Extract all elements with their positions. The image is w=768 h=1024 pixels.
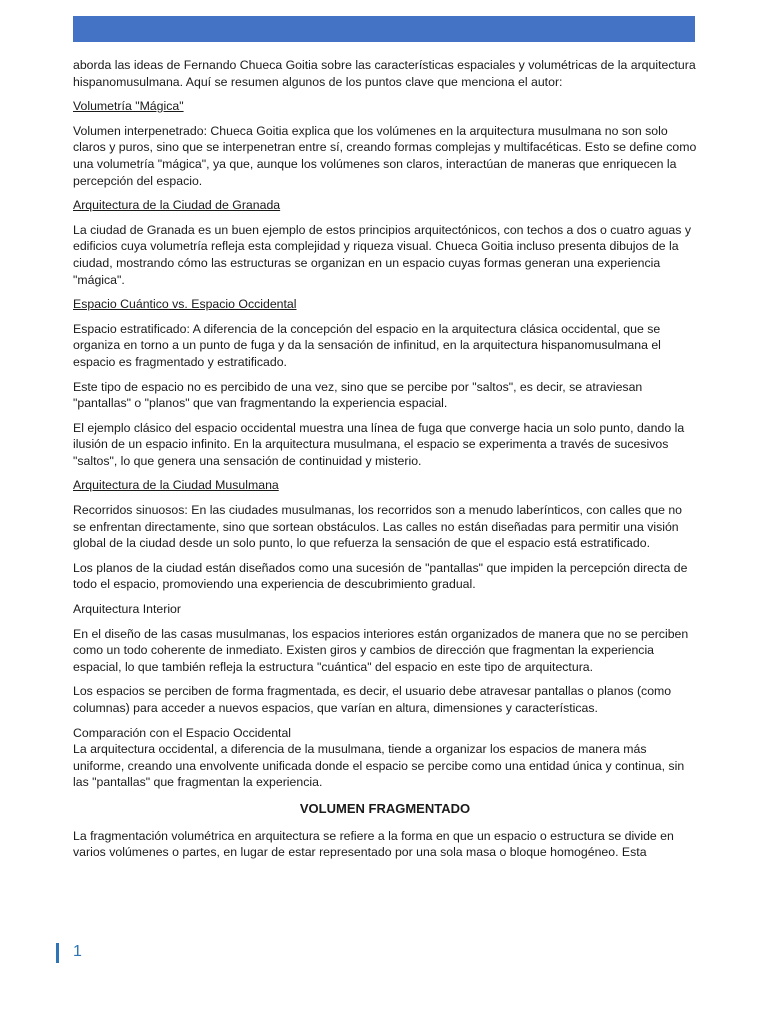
paragraph-espacios-fragmentados: Los espacios se perciben de forma fragmentada, es decir, el usuario debe atravesar pantallas o planos (como columnas) para acceder a nuevos espacios, que varían en altura, dimensiones y características. xyxy=(73,684,672,715)
paragraph-casas: En el diseño de las casas musulmanas, los espacios interiores están organizados de manera que no se perciben como un todo coherente de inmediato. Existen giros y cambios de dirección que fragmentan la experiencia espacial, lo que también refleja la estructura "cuántica" del espacio en este tipo de arquitectura. xyxy=(73,626,689,674)
paragraph-fragmentacion: La fragmentación volumétrica en arquitectura se refiere a la forma en que un espacio o estructura se divide en varios volúmenes o partes, en lugar de estar representado por una sola masa o bloque homogéneo. Esta xyxy=(73,828,674,860)
title-volumen-fragmentado: VOLUMEN FRAGMENTADO xyxy=(299,800,471,816)
intro-paragraph: aborda las ideas de Fernando Chueca Goitia sobre las características espaciales y volumétricas de la arquitectura hispanomusulmana. Aquí se resumen algunos de los puntos clave que menciona el autor: xyxy=(73,58,696,89)
paragraph-planos-ciudad: Los planos de la ciudad están diseñados como una sucesión de "pantallas" que impiden la percepción directa de todo el espacio, promoviendo una experiencia de descubrimiento gradual. xyxy=(73,560,688,592)
section-heading-ciudad-musulmana: Arquitectura de la Ciudad Musulmana xyxy=(73,478,279,493)
paragraph-granada: La ciudad de Granada es un buen ejemplo de estos principios arquitectónicos, con techos a dos o cuatro aguas y edificios cuya volumetría refleja esta complejidad y riqueza visual. Chueca Goitia incluso presenta dibujos de la ciudad, mostrando cómo las estructuras se organizan en un espacio cuyas formas generan una experiencia "mágica". xyxy=(73,222,691,287)
paragraph-espacio-occidental: El ejemplo clásico del espacio occidental muestra una línea de fuga que converge hacia un solo punto, dando la ilusión de un espacio infinito. En la arquitectura musulmana, el espacio se experimenta a través de sucesivos "saltos", lo que genera una sensación de continuidad y misterio. xyxy=(73,420,685,468)
section-heading-volumetria: Volumetría "Mágica" xyxy=(73,99,184,114)
page-number: 1 xyxy=(73,943,82,960)
section-heading-granada: Arquitectura de la Ciudad de Granada xyxy=(73,198,281,213)
paragraph-saltos: Este tipo de espacio no es percibido de una vez, sino que se percibe por "saltos", es decir, se atraviesan "pantallas" o "planos" que van fragmentando la experiencia espacial. xyxy=(73,379,643,411)
header-bar xyxy=(73,16,695,42)
footer-accent-bar xyxy=(56,943,59,963)
paragraph-arquitectura-occidental: La arquitectura occidental, a diferencia de la musulmana, tiende a organizar los espacios de manera más uniforme, creando una envolvente unificada donde el espacio se percibe como una entidad única y continua, sin las "pantallas" que fragmentan la experiencia. xyxy=(73,742,685,790)
paragraph-recorridos: Recorridos sinuosos: En las ciudades musulmanas, los recorridos son a menudo laberínticos, con calles que no se enfrentan directamente, sino que sortean obstáculos. Las calles no están diseñadas para permitir una visión global de la ciudad desde un solo punto, lo que refuerza la sensación de que el espacio está estratificado. xyxy=(73,503,683,551)
paragraph-espacio-estratificado: Espacio estratificado: A diferencia de la concepción del espacio en la arquitectura clásica occidental, que se organiza en torno a un punto de fuga y da la sensación de infinitud, en la arquitectura hispanomusulmana el espacio es fragmentado y estratificado. xyxy=(73,321,661,369)
document-body xyxy=(73,57,697,869)
section-heading-comparacion: Comparación con el Espacio Occidental xyxy=(73,725,292,740)
section-heading-espacio-cuantico: Espacio Cuántico vs. Espacio Occidental xyxy=(73,297,297,312)
section-heading-arquitectura-interior: Arquitectura Interior xyxy=(73,602,181,617)
paragraph-volumen-interpenetrado: Volumen interpenetrado: Chueca Goitia explica que los volúmenes en la arquitectura musulmana no son solo claros y puros, sino que se interpenetran entre sí, creando formas complejas y multifacéticas. Esto se define como una volumetría "mágica", ya que, aunque los volúmenes son claros, interactúan de maneras que enriquecen la percepción del espacio. xyxy=(73,123,697,188)
